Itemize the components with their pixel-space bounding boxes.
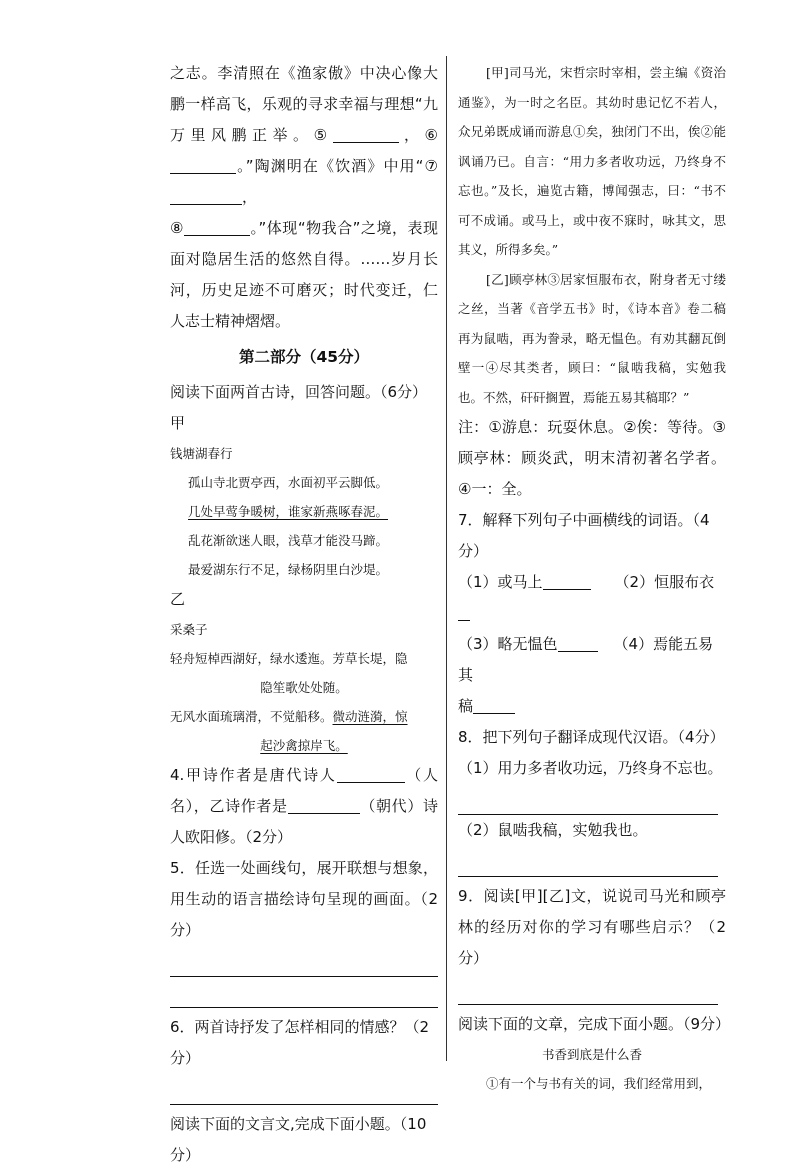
part2-title: 第二部分（45分） [238,348,370,366]
q8-answer-line-2[interactable] [458,846,718,877]
poem-label-jia: 甲 [170,414,186,432]
q4-blank-poet[interactable] [337,764,405,783]
poem2-line-2a [170,702,438,731]
intro-text-5: ⑧ [170,219,184,237]
essay-title: 书香到底是什么香 [541,1047,642,1062]
poem2-line-1b: 隐笙歌处处随。 [260,680,348,695]
q7-row-1 [458,567,726,629]
q8-item-2: （2）鼠啮我稿，实勉我也。 [458,821,648,839]
q7-blank-1[interactable] [543,571,591,590]
right-column [458,58,731,1098]
q4-text-c: （朝代）诗人欧阳修。（2分） [170,797,438,846]
q4-text-a: 4.甲诗作者是唐代诗人 [170,766,337,784]
blank-7[interactable] [170,186,242,205]
q7-item-4: （4）焉能五易其 [458,635,714,684]
question-9: 9．阅读[甲][乙]文，说说司马光和顾亭林的经历对你的学习有哪些启示？（2分） [458,887,726,967]
passage-jia: [甲]司马光，宋哲宗时宰相，尝主编《资治通鉴》，为一时之名臣。其幼时患记忆不若人，众兄弟既成诵而游息①矣，独闭门不出，俟②能讽诵乃已。自言：“用力多者收功远，乃终身不忘也。”及长，遍览古籍，博闻强志，曰：“书不可不成诵。或马上，或中夜不寐时，咏其文，思其义，所得多矣。” [458,65,726,257]
prose-instruction: 阅读下面的文言文,完成下面小题。（10分） [170,1115,427,1164]
question-5: 5．任选一处画线句，展开联想与想象，用生动的语言描绘诗句呈现的画面。（2分） [170,859,438,939]
passage-yi: [乙]顾亭林③居家恒服布衣，附身者无寸缕之丝，当著《音学五书》时，《诗本音》卷二稿再为鼠啮，再为誊录，略无愠色。有劝其翻瓦倒壁一④尽其类者，顾曰：“鼠啮我稿，实勉我也。不然，矸矸搁置，焉能五易其稿耶？” [458,271,726,405]
q7-item-2: （2）恒服布衣 [614,573,715,591]
intro-text-4: ， [242,188,258,206]
question-4 [170,760,438,853]
passage-notes: 注：①游息：玩耍休息。②俟：等待。③顾亭林：顾炎武，明末清初著名学者。④一：全。 [458,418,726,498]
poem2-title: 采桑子 [170,622,208,637]
poem1-line-1: 孤山寺北贾亭西，水面初平云脚低。 [188,475,389,490]
intro-paragraph [170,58,438,337]
q7-blank-3[interactable] [558,633,598,652]
q4-text-b: （人名），乙诗作者是 [170,766,438,815]
poem2-line-2b [170,731,438,760]
poem2-line-2a-text: 无风水面琉璃滑，不觉船移。 [170,709,333,724]
q5-answer-line-1[interactable] [170,946,438,977]
poem2-underlined-part: 微动涟漪，惊 [332,709,408,724]
q7-blank-4[interactable] [473,695,515,714]
q7-item-3: （3）略无愠色 [458,635,558,653]
q9-answer-line[interactable] [458,974,718,1005]
intro-text-3: 。”陶渊明在《饮酒》中用“⑦ [236,157,438,175]
column-divider [446,56,447,1061]
left-column [170,58,438,1171]
q7-row-2 [458,629,726,691]
essay-paragraph-1: ①有一个与书有关的词，我们经常用到， [486,1076,712,1091]
question-8: 8．把下列句子翻译成现代汉语。（4分） [458,728,725,746]
intro-text-2: ，⑥ [398,126,438,144]
blank-8[interactable] [184,217,250,236]
poem1-line-2 [170,497,438,526]
q8-answer-line-1[interactable] [458,784,718,815]
q4-blank-dynasty[interactable] [288,795,360,814]
q7-row-3 [458,691,726,722]
poem1-line-4: 最爱湖东行不足，绿杨阴里白沙堤。 [188,562,389,577]
poem1-underlined-line: 几处早莺争暖树，谁家新燕啄春泥。 [188,504,389,519]
q7-item-1: （1）或马上 [458,573,543,591]
poem-label-yi: 乙 [170,590,186,608]
question-7: 7．解释下列句子中画横线的词语。（4分） [458,511,710,560]
blank-5[interactable] [333,124,399,143]
intro-text-6: 。”体现“物我合”之境，表现面对隐居生活的悠然自得。……岁月长河，历史足迹不可磨灭；时代变迁，仁人志士精神熠熠。 [170,219,438,330]
q8-item-1: （1）用力多者收功远，乃终身不忘也。 [458,759,723,777]
poem-instruction: 阅读下面两首古诗，回答问题。（6分） [170,383,428,401]
q6-answer-line[interactable] [170,1074,438,1105]
q7-blank-2[interactable] [458,602,470,621]
intro-text-1: 之志。李清照在《渔家傲》中决心像大鹏一样高飞，乐观的寻求幸福与理想“九万里风鹏正举。⑤ [170,64,438,144]
poem1-line-3: 乱花渐欲迷人眼，浅草才能没马蹄。 [188,533,389,548]
question-6: 6．两首诗抒发了怎样相同的情感？（2分） [170,1018,430,1067]
poem2-line-1a: 轻舟短棹西湖好，绿水逶迤。芳草长堤，隐 [170,651,408,666]
poem1-title: 钱塘湖春行 [170,446,233,461]
q5-answer-line-2[interactable] [170,977,438,1008]
blank-6[interactable] [170,155,236,174]
q7-item-4-end: 稿 [458,697,474,715]
poem2-underlined-end: 起沙禽掠岸飞。 [260,738,348,753]
essay-instruction: 阅读下面的文章，完成下面小题。（9分） [458,1015,731,1033]
